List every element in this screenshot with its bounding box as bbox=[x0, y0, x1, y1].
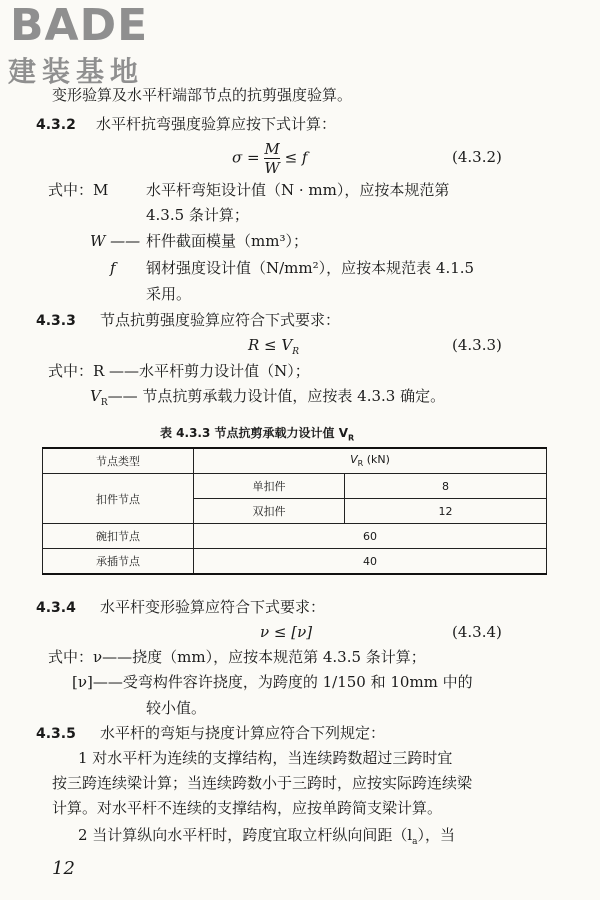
header-symbol: V bbox=[350, 453, 358, 467]
text-span: 2 当计算纵向水平杆时，跨度宜取立杆纵向间距（l bbox=[78, 826, 413, 844]
table-row bbox=[43, 549, 547, 575]
text-line: 变形验算及水平杆端部节点的抗剪强度验算。 bbox=[52, 86, 353, 104]
subscript: R bbox=[100, 398, 108, 408]
cell-socket-val: 40 bbox=[194, 549, 547, 575]
text-line: 水平杆弯矩设计值（N · mm），应按本规范第 bbox=[146, 181, 450, 199]
symbol-f: f bbox=[110, 259, 116, 277]
section-number: 4.3.2 bbox=[36, 117, 76, 133]
text-line: 采用。 bbox=[146, 285, 192, 303]
section-heading: 水平杆的弯矩与挠度计算应符合下列规定： bbox=[100, 724, 386, 742]
subscript: R bbox=[357, 459, 364, 469]
logo-brand: BADE bbox=[10, 0, 149, 51]
header-unit: (kN) bbox=[363, 453, 390, 467]
text-line bbox=[90, 389, 445, 408]
table-row bbox=[43, 474, 547, 499]
formula-label: (4.3.4) bbox=[452, 623, 502, 641]
subscript: R bbox=[292, 347, 300, 357]
table-caption bbox=[160, 424, 354, 442]
formula-text: R ≤ V bbox=[248, 336, 293, 354]
text-line: [ν]——受弯构件容许挠度，为跨度的 1/150 和 10mm 中的 bbox=[72, 673, 473, 691]
text-span: —— 节点抗剪承载力设计值，应按表 4.3.3 确定。 bbox=[107, 387, 446, 405]
formula-right: ≤ f bbox=[284, 148, 308, 167]
formula-label: (4.3.2) bbox=[452, 148, 502, 166]
cell-bowl: 碗扣节点 bbox=[43, 524, 194, 549]
cell-socket: 承插节点 bbox=[43, 549, 194, 575]
cell-single: 单扣件 bbox=[194, 474, 345, 499]
table-row bbox=[43, 524, 547, 549]
text-line: 较小值。 bbox=[146, 699, 207, 717]
shear-capacity-table bbox=[42, 447, 547, 575]
caption-text: 表 4.3.3 节点抗剪承载力设计值 V bbox=[160, 426, 348, 440]
text-line: 式中：R ——水平杆剪力设计值（N）； bbox=[48, 362, 310, 380]
text-line: 钢材强度设计值（N/mm²），应按本规范表 4.1.5 bbox=[146, 259, 475, 277]
text-line: 式中：ν——挠度（mm），应按本规范第 4.3.5 条计算； bbox=[48, 648, 426, 666]
section-heading: 节点抗剪强度验算应符合下式要求： bbox=[100, 311, 341, 329]
paragraph-line: 计算。对水平杆不连续的支撑结构，应按单跨简支梁计算。 bbox=[52, 799, 443, 817]
text-line: 杆件截面模量（mm³）； bbox=[146, 232, 308, 250]
logo-subtitle: 建装基地 bbox=[8, 55, 145, 88]
cell-clip: 扣件节点 bbox=[43, 474, 194, 524]
text-span: ），当 bbox=[417, 826, 456, 844]
header-type: 节点类型 bbox=[43, 448, 194, 474]
section-number: 4.3.5 bbox=[36, 726, 76, 742]
cell-double-val: 12 bbox=[345, 499, 547, 524]
table-header-row bbox=[43, 448, 547, 474]
cell-bowl-val: 60 bbox=[194, 524, 547, 549]
formula-433 bbox=[248, 338, 299, 357]
formula-432 bbox=[232, 140, 307, 177]
fraction bbox=[264, 140, 279, 177]
symbol-v: V bbox=[90, 387, 101, 405]
where-label: 式中：M bbox=[48, 181, 109, 199]
paragraph-line: 1 对水平杆为连续的支撑结构，当连续跨数超过三跨时宜 bbox=[78, 749, 453, 767]
formula-434: ν ≤ [ν] bbox=[260, 623, 313, 641]
formula-left: σ = bbox=[232, 148, 260, 167]
paragraph-line bbox=[78, 828, 455, 847]
formula-label: (4.3.3) bbox=[452, 336, 502, 354]
subscript: a bbox=[412, 837, 418, 847]
cell-single-val: 8 bbox=[345, 474, 547, 499]
section-heading: 水平杆变形验算应符合下式要求： bbox=[100, 598, 326, 616]
subscript: R bbox=[348, 433, 355, 443]
header-value bbox=[194, 448, 547, 474]
page-number: 12 bbox=[52, 858, 75, 879]
paragraph-line: 按三跨连续梁计算；当连续跨数小于三跨时，应按实际跨连续梁 bbox=[52, 774, 473, 792]
section-heading: 水平杆抗弯强度验算应按下式计算： bbox=[96, 115, 337, 133]
cell-double: 双扣件 bbox=[194, 499, 345, 524]
text-line: 4.3.5 条计算； bbox=[146, 206, 249, 224]
denominator: W bbox=[264, 159, 280, 177]
section-number: 4.3.4 bbox=[36, 600, 76, 616]
symbol-w: W —— bbox=[90, 232, 141, 250]
section-number: 4.3.3 bbox=[36, 313, 76, 329]
numerator: M bbox=[264, 140, 280, 158]
